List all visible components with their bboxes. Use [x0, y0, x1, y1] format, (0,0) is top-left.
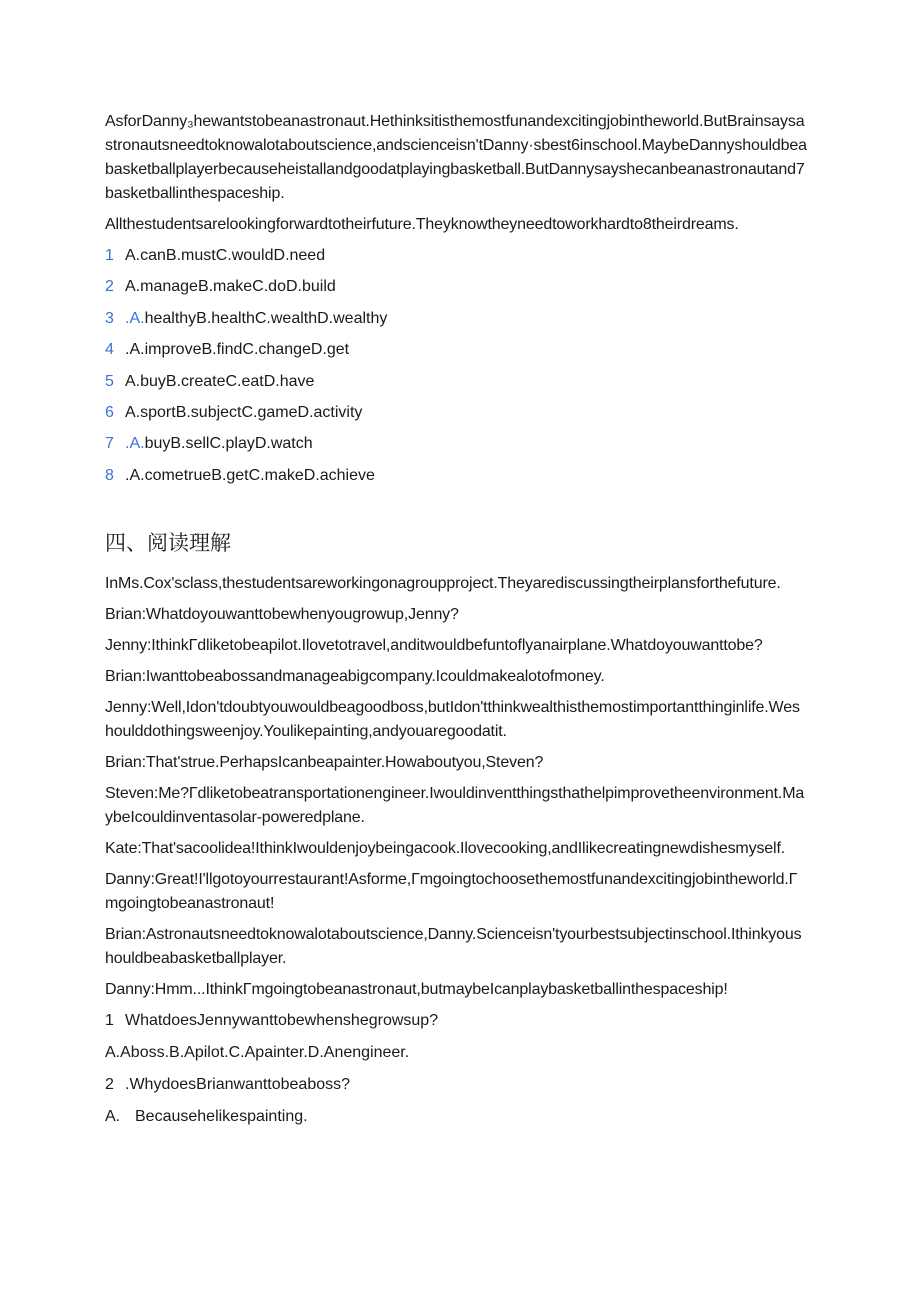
- answer-text: Becausehelikespainting.: [135, 1107, 308, 1125]
- question-number: 1: [105, 1011, 114, 1029]
- question-text: .WhydoesBrianwanttobeaboss?: [125, 1075, 351, 1093]
- option-text: .A.cometrueB.getC.makeD.achieve: [125, 466, 375, 484]
- cloze-option-item: [105, 401, 807, 425]
- option-number: 6: [105, 403, 114, 421]
- question-2: [105, 1073, 807, 1097]
- option-text: A.buyB.createC.eatD.have: [125, 372, 315, 390]
- dialogue-line: Jenny:Well,Idon'tdoubtyouwouldbeagoodboss,butIdon'tthinkwealthisthemostimportantthinginlife.Weshoulddothingsweenjoy.Youlikepainting,andyouaregoodatit.: [105, 698, 800, 740]
- option-text: .A.healthyB.healthC.wealthD.wealthy: [125, 309, 388, 327]
- dialogue-line: Brian:Astronautsneedtoknowalotaboutscience,Danny.Scienceisn'tyourbestsubjectinschool.Ithinkyoushouldbeabasketballplayer.: [105, 925, 802, 967]
- dialogue-line: Steven:Me?Γdliketobeatransportationengineer.Iwouldinventthingsthathelpimprovetheenvironment.MaybeIcouldinventasolar-poweredplane.: [105, 784, 805, 826]
- dialogue-line: Brian:That'strue.PerhapsIcanbeapainter.Howaboutyou,Steven?: [105, 753, 544, 771]
- cloze-option-item: [105, 432, 807, 456]
- option-number: 2: [105, 278, 114, 296]
- dialogue-line: Brian:Iwanttobeabossandmanageabigcompany.Icouldmakealotofmoney.: [105, 667, 605, 685]
- dialogue-line: Danny:Great!I'llgotoyourrestaurant!Asforme,Γmgoingtochoosethemostfunandexcitingjobintheworld.Γmgoingtobeanastronaut!: [105, 870, 798, 912]
- option-text: A.canB.mustC.wouldD.need: [125, 247, 326, 264]
- cloze-paragraph-1: AsforDanny₃hewantstobeanastronaut.Hethinksitisthemostfunandexcitingjobintheworld.ButBrainsaysastronautsneedtoknowalotaboutscience,andscienceisn'tDanny·sbest6inschool.MaybeDannyshouldbeabasketballplayerbecauseheistallandgoodatplayingbasketball.ButDannysayshecanbeanastronautand7basketballinthespaceship.: [105, 113, 807, 202]
- question-1: [105, 1009, 807, 1033]
- option-text: A.manageB.makeC.doD.build: [125, 278, 336, 296]
- option-number: 8: [105, 466, 114, 484]
- dialogue-line: Danny:Hmm...IthinkΓmgoingtobeanastronaut,butmaybeIcanplaybasketballinthespaceship!: [105, 980, 728, 998]
- document-content: [105, 110, 807, 1137]
- dialogue-line: Jenny:IthinkΓdliketobeapilot.Ilovetotravel,anditwouldbefuntoflyanairplane.Whatdoyouwanttobe?: [105, 636, 763, 654]
- section-heading: 四、阅读理解: [105, 530, 231, 555]
- cloze-option-item: [105, 244, 807, 268]
- option-number: 7: [105, 435, 114, 453]
- answer-options: A.Aboss.B.Apilot.C.Apainter.D.Anengineer.: [105, 1043, 410, 1061]
- question-text: WhatdoesJennywanttobewhenshegrowsup?: [125, 1011, 439, 1029]
- option-text: .A.buyB.sellC.playD.watch: [125, 435, 313, 453]
- option-text: A.sportB.subjectC.gameD.activity: [125, 403, 363, 421]
- option-text: .A.improveB.findC.changeD.get: [125, 341, 350, 359]
- option-number: 1: [105, 247, 114, 264]
- option-number: 3: [105, 309, 114, 327]
- cloze-option-item: [105, 464, 807, 488]
- dialogue-line: Kate:That'sacoolidea!IthinkIwouldenjoybeingacook.Ilovecooking,andIlikecreatingnewdishesmyself.: [105, 839, 786, 857]
- cloze-paragraph-2: Allthestudentsarelookingforwardtotheirfuture.Theyknowtheyneedtoworkhardto8theirdreams.: [105, 216, 739, 233]
- option-number: 4: [105, 341, 114, 359]
- cloze-options: [105, 244, 807, 488]
- answer-letter: A.: [105, 1107, 121, 1125]
- question-number: 2: [105, 1075, 114, 1093]
- cloze-option-item: [105, 307, 807, 331]
- cloze-option-item: [105, 338, 807, 362]
- dialogue-line: Brian:Whatdoyouwanttobewhenyougrowup,Jenny?: [105, 605, 459, 623]
- cloze-option-item: [105, 370, 807, 394]
- reading-intro: InMs.Cox'sclass,thestudentsareworkingonagroupproject.Theyarediscussingtheirplansforthefuture.: [105, 574, 781, 592]
- cloze-option-item: [105, 275, 807, 299]
- option-number: 5: [105, 372, 114, 390]
- answer-option-a: [105, 1105, 807, 1129]
